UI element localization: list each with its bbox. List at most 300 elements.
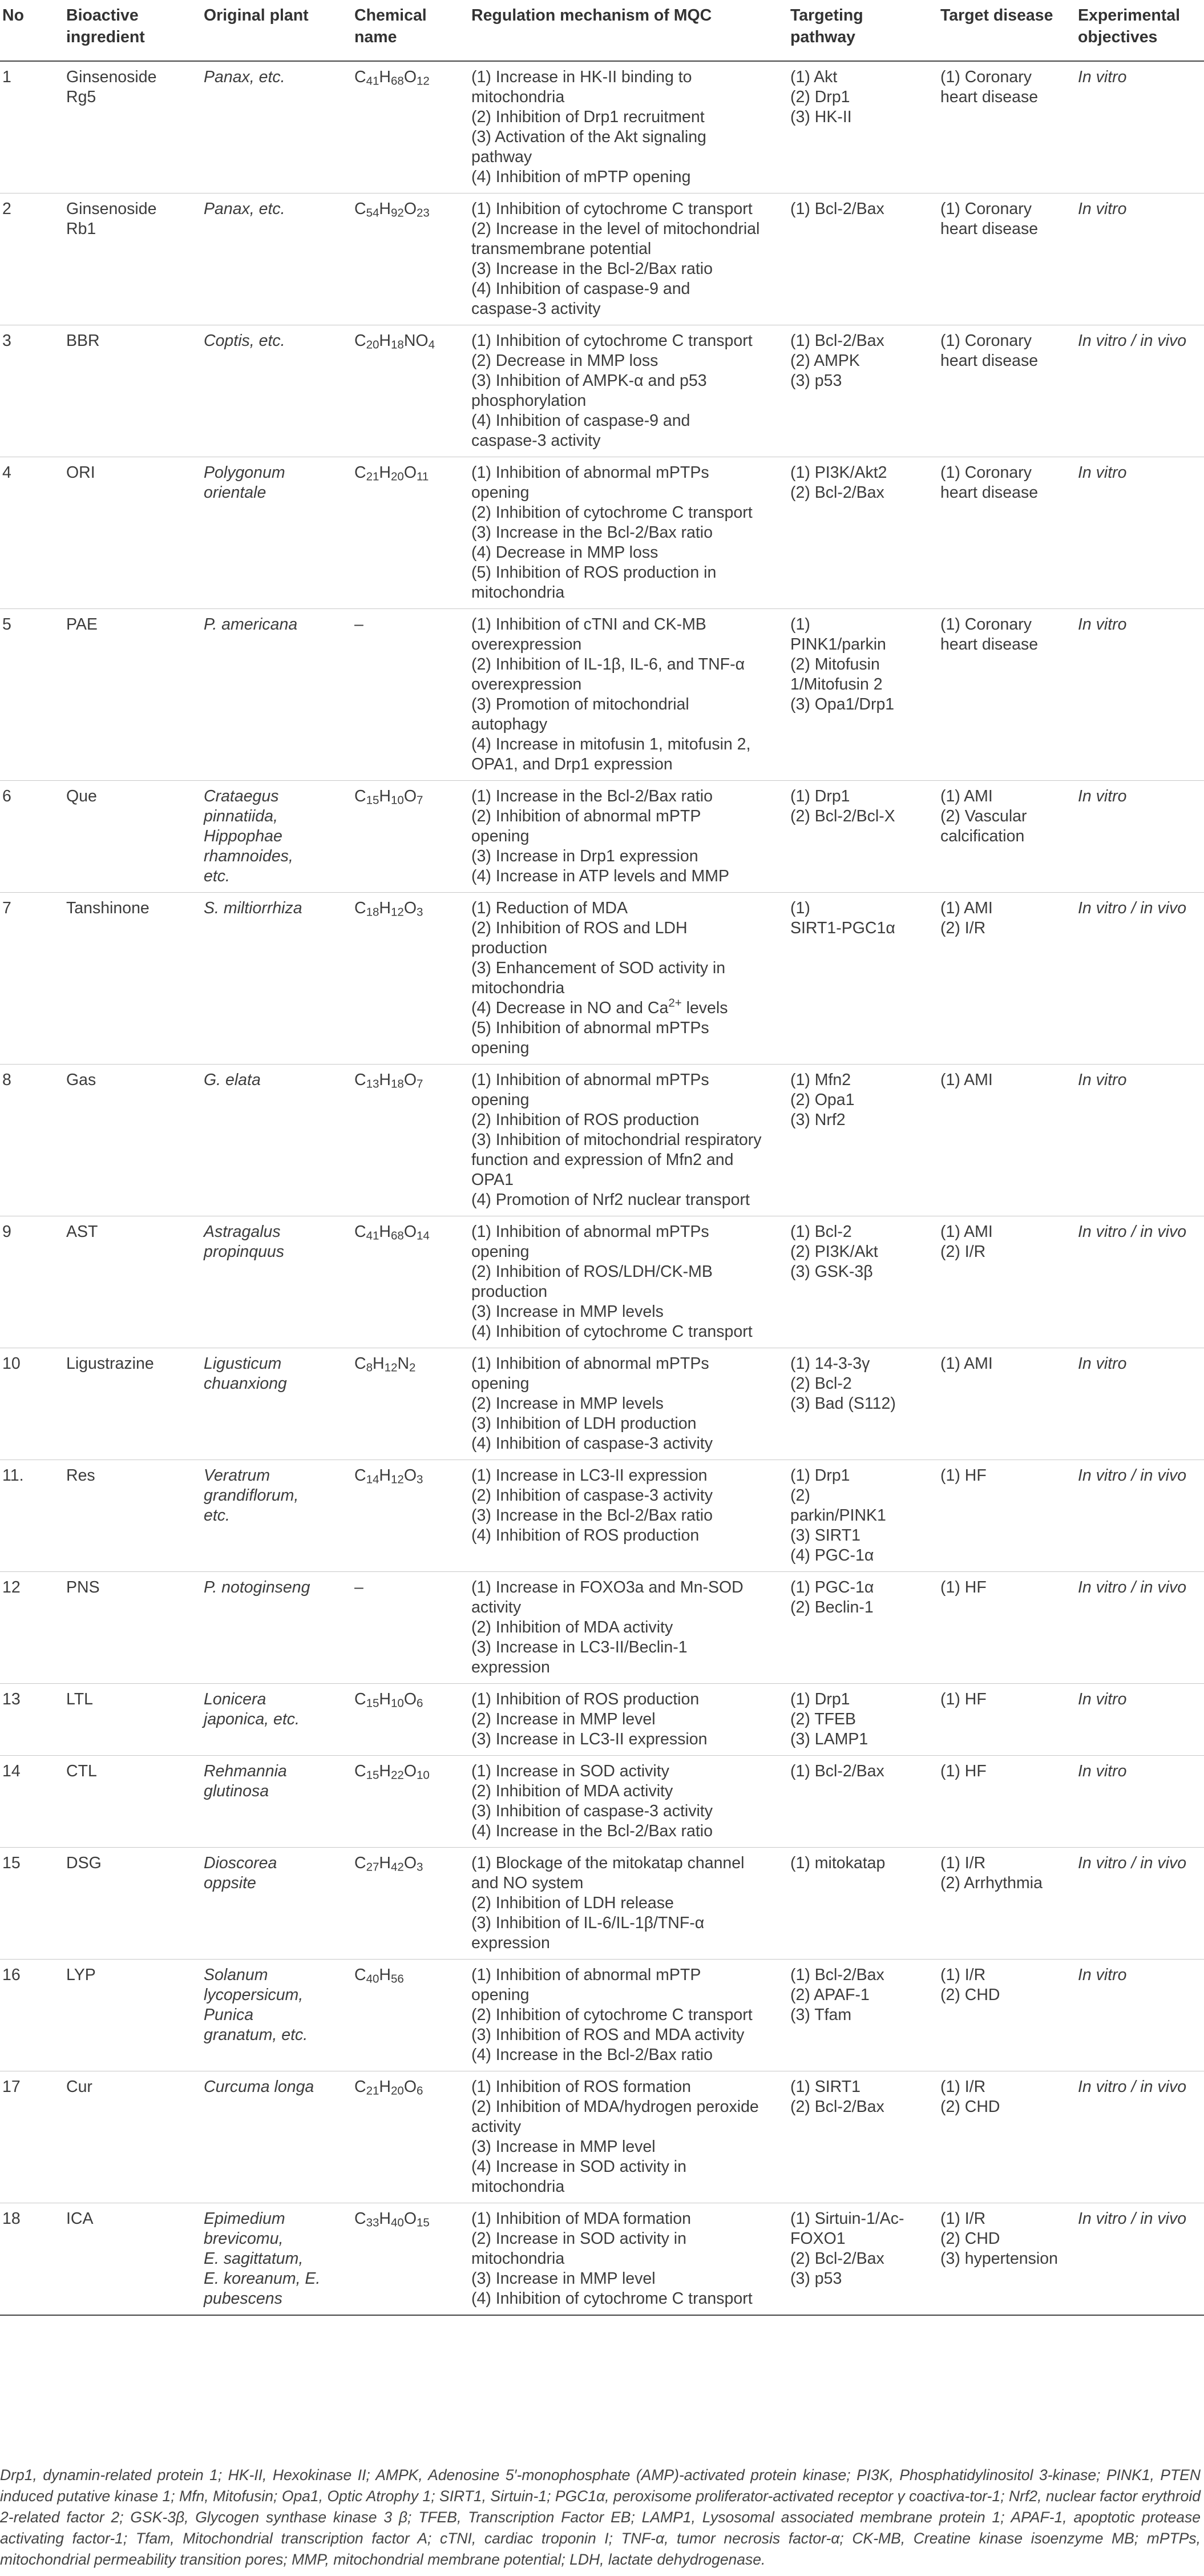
cell-pathway-line: (3) p53: [790, 2269, 842, 2288]
cell-disease-line: heart disease: [940, 483, 1039, 502]
cell-disease: [938, 457, 1076, 609]
cell-pathway-line: (3) Nrf2: [790, 1111, 846, 1129]
cell-chemical-formula: $C_{15}H_{10}O_6$: [352, 1684, 469, 1756]
cell-plant-line: orientale: [204, 483, 266, 502]
cell-no: 3: [0, 325, 64, 457]
cell-disease: [938, 1684, 1076, 1756]
cell-chemical-formula: $C_{18}H_{12}O_3$: [352, 893, 469, 1065]
cell-chemical-formula: $C_{21}H_{20}O_6$: [352, 2071, 469, 2203]
cell-plant-line: lycopersicum,: [204, 1986, 304, 2004]
cell-objective: In vitro: [1076, 193, 1204, 325]
cell-chemical-formula: –: [352, 1572, 469, 1684]
cell-mechanism-line: autophagy: [471, 715, 548, 733]
table-row: [0, 781, 1204, 893]
cell-pathway-line: (3) LAMP1: [790, 1730, 868, 1748]
cell-mechanism-line: pathway: [471, 148, 532, 166]
cell-pathway-line: (2) APAF-1: [790, 1986, 870, 2004]
cell-ingredient-line: Ligustrazine: [66, 1354, 154, 1373]
cell-ingredient-line: PAE: [66, 615, 98, 634]
cell-plant-line: E. koreanum, E.: [204, 2269, 321, 2288]
cell-mechanism-line: (3) Activation of the Akt signaling: [471, 128, 706, 146]
cell-plant: [201, 1684, 352, 1756]
cell-disease: [938, 1348, 1076, 1460]
cell-mechanism-line: (3) Increase in the Bcl-2/Bax ratio: [471, 523, 713, 542]
cell-mechanism: [469, 1684, 788, 1756]
cell-plant-line: E. sagittatum,: [204, 2250, 304, 2268]
cell-disease: [938, 1572, 1076, 1684]
cell-pathway-line: (1) 14-3-3γ: [790, 1354, 870, 1373]
cell-disease-line: heart disease: [940, 220, 1039, 238]
cell-chemical-formula: $C_{27}H_{42}O_3$: [352, 1848, 469, 1960]
cell-chemical-formula: $C_{41}H_{68}O_{12}$: [352, 61, 469, 193]
header-plant: Original plant: [201, 2, 352, 61]
cell-mechanism-line: opening: [471, 483, 530, 502]
header-mechanism: Regulation mechanism of MQC: [469, 2, 788, 61]
cell-objective: In vitro / in vivo: [1076, 1460, 1204, 1572]
cell-mechanism-line: (1) Inhibition of abnormal mPTPs: [471, 1223, 709, 1241]
cell-mechanism-line: (3) Inhibition of ROS and MDA activity: [471, 2026, 745, 2044]
cell-plant-line: P. notoginseng: [204, 1578, 310, 1597]
cell-objective: In vitro: [1076, 1348, 1204, 1460]
cell-mechanism-line: (5) Inhibition of abnormal mPTPs: [471, 1019, 709, 1037]
cell-disease-line: (1) Coronary: [940, 615, 1032, 634]
cell-mechanism: [469, 1216, 788, 1348]
cell-mechanism-line: (2) Increase in MMP level: [471, 1710, 656, 1728]
cell-mechanism-line: (4) Increase in mitofusin 1, mitofusin 2,: [471, 735, 751, 753]
cell-mechanism-line: (2) Inhibition of cytochrome C transport: [471, 503, 753, 522]
cell-mechanism: [469, 1460, 788, 1572]
cell-mechanism-line: function and expression of Mfn2 and: [471, 1151, 734, 1169]
cell-mechanism-line: mitochondria: [471, 979, 565, 997]
cell-ingredient: [64, 193, 201, 325]
header-disease: Target disease: [938, 2, 1076, 61]
cell-ingredient-line: Tanshinone: [66, 899, 150, 917]
cell-plant-line: Punica: [204, 2006, 254, 2024]
cell-objective: In vitro: [1076, 1756, 1204, 1848]
cell-disease: [938, 893, 1076, 1065]
cell-plant-line: Panax, etc.: [204, 68, 285, 86]
cell-ingredient-line: DSG: [66, 1854, 102, 1872]
cell-plant: [201, 193, 352, 325]
cell-ingredient: [64, 457, 201, 609]
cell-ingredient-line: Rg5: [66, 88, 96, 106]
cell-plant: [201, 1348, 352, 1460]
cell-pathway-line: (2) Bcl-2: [790, 1374, 852, 1393]
cell-objective: In vitro / in vivo: [1076, 2203, 1204, 2316]
table-row: [0, 2071, 1204, 2203]
cell-disease-line: (1) AMI: [940, 1354, 993, 1373]
cell-ingredient: [64, 609, 201, 781]
cell-mechanism-line: (1) Inhibition of abnormal mPTPs: [471, 1354, 709, 1373]
cell-mechanism: [469, 781, 788, 893]
table-row: [0, 893, 1204, 1065]
cell-mechanism-line: OPA1: [471, 1171, 514, 1189]
cell-plant-line: chuanxiong: [204, 1374, 287, 1393]
cell-no: 7: [0, 893, 64, 1065]
cell-mechanism-line: (1) Inhibition of cytochrome C transport: [471, 200, 753, 218]
header-ingredient: Bioactive ingredient: [64, 2, 201, 61]
cell-disease-line: (1) HF: [940, 1690, 987, 1708]
cell-plant-line: Polygonum: [204, 463, 285, 482]
cell-pathway: [788, 609, 938, 781]
cell-disease-line: heart disease: [940, 88, 1039, 106]
cell-mechanism-line: (2) Inhibition of ROS/LDH/CK-MB: [471, 1263, 713, 1281]
header-objective: Experimental objectives: [1076, 2, 1204, 61]
cell-objective: In vitro / in vivo: [1076, 1572, 1204, 1684]
cell-pathway-line: (1) Bcl-2/Bax: [790, 1966, 884, 1984]
cell-mechanism-line: (4) Promotion of Nrf2 nuclear transport: [471, 1191, 750, 1209]
cell-disease-line: (2) CHD: [940, 1986, 1000, 2004]
cell-mechanism-line: mitochondria: [471, 88, 565, 106]
cell-no: 16: [0, 1960, 64, 2071]
cell-mechanism-line: (4) Inhibition of mPTP opening: [471, 168, 691, 186]
cell-mechanism-line: (1) Blockage of the mitokatap channel: [471, 1854, 745, 1872]
cell-plant: [201, 325, 352, 457]
cell-mechanism-line: (2) Inhibition of LDH release: [471, 1894, 674, 1912]
cell-plant: [201, 2203, 352, 2316]
cell-pathway: [788, 1216, 938, 1348]
cell-pathway-line: (1) Bcl-2/Bax: [790, 200, 884, 218]
cell-plant-line: Dioscorea: [204, 1854, 277, 1872]
cell-pathway: [788, 1848, 938, 1960]
cell-mechanism-line: (4) Increase in ATP levels and MMP: [471, 867, 729, 885]
cell-pathway-line: (1) SIRT1: [790, 2078, 861, 2096]
cell-objective: In vitro: [1076, 781, 1204, 893]
cell-mechanism-line: opening: [471, 1986, 530, 2004]
cell-mechanism-line: (1) Increase in FOXO3a and Mn-SOD: [471, 1578, 744, 1597]
cell-plant-line: Coptis, etc.: [204, 332, 285, 350]
cell-plant-line: Curcuma longa: [204, 2078, 314, 2096]
cell-objective: In vitro: [1076, 609, 1204, 781]
cell-mechanism-line: mitochondria: [471, 2250, 565, 2268]
cell-mechanism-line: (2) Decrease in MMP loss: [471, 352, 658, 370]
cell-plant-line: Epimedium: [204, 2210, 285, 2228]
cell-mechanism-line: (2) Inhibition of MDA/hydrogen peroxide: [471, 2098, 759, 2116]
cell-mechanism-line: (3) Increase in Drp1 expression: [471, 847, 698, 865]
cell-pathway-line: FOXO1: [790, 2230, 846, 2248]
table-row: [0, 193, 1204, 325]
cell-mechanism: [469, 457, 788, 609]
cell-mechanism: [469, 1065, 788, 1216]
cell-plant-line: S. miltiorrhiza: [204, 899, 302, 917]
cell-chemical-formula: –: [352, 609, 469, 781]
cell-mechanism-line: (3) Increase in MMP levels: [471, 1303, 664, 1321]
cell-no: 18: [0, 2203, 64, 2316]
cell-plant-line: pinnatiida,: [204, 807, 278, 825]
cell-no: 17: [0, 2071, 64, 2203]
cell-pathway-line: (1) PI3K/Akt2: [790, 463, 887, 482]
cell-pathway-line: PINK1/parkin: [790, 635, 886, 654]
cell-plant-line: glutinosa: [204, 1782, 269, 1800]
cell-pathway: [788, 193, 938, 325]
cell-pathway: [788, 1572, 938, 1684]
cell-mechanism-line: (4) Increase in SOD activity in: [471, 2158, 686, 2176]
cell-plant-line: grandiflorum,: [204, 1486, 299, 1505]
table-footnote: Drp1, dynamin-related protein 1; HK-II, Hexokinase II; AMPK, Adenosine 5′-monophosphate (AMP)-activated protein kinase; PI3K, Phosphatidylinositol 3-kinase; PINK1, PTEN induced putative kinase 1; Mfn, Mitofusin; Opa1, Optic Atrophy 1; SIRT1, Sirtuin-1; PGC1α, peroxisome proliferator-activated receptor γ coactiva-tor-1; Nrf2, nuclear factor erythroid 2-related factor 2; GSK-3β, Glycogen synthase kinase 3 β; TFEB, Transcription Factor EB; LAMP1, Lysosomal associated membrane protein 1; APAF-1, apoptotic protease activating factor-1; Tfam, Mitochondrial transcription factor A; cTNI, cardiac troponin I; TNF-α, tumor necrosis factor-α; CK-MB, Creatine kinase isoenzyme MB; mPTPs, mitochondrial permeability transition pores; MMP, mitochondrial membrane potential; LDH, lactate dehydrogenase.: [0, 2466, 1201, 2568]
cell-disease: [938, 61, 1076, 193]
cell-disease-line: (3) hypertension: [940, 2250, 1058, 2268]
cell-no: 12: [0, 1572, 64, 1684]
cell-disease-line: (1) HF: [940, 1466, 987, 1485]
cell-plant-line: Panax, etc.: [204, 200, 285, 218]
cell-plant: [201, 457, 352, 609]
table-header-row: [0, 2, 1204, 61]
cell-pathway-line: (1) Drp1: [790, 1690, 850, 1708]
cell-mechanism-line: (1) Inhibition of cytochrome C transport: [471, 332, 753, 350]
cell-pathway-line: 1/Mitofusin 2: [790, 675, 883, 694]
cell-pathway-line: (2): [790, 1486, 810, 1505]
cell-ingredient-line: LYP: [66, 1966, 96, 1984]
cell-chemical-formula: $C_{21}H_{20}O_{11}$: [352, 457, 469, 609]
cell-mechanism-line: (2) Inhibition of cytochrome C transport: [471, 2006, 753, 2024]
cell-pathway-line: (3) Opa1/Drp1: [790, 695, 895, 713]
cell-disease: [938, 781, 1076, 893]
table-row: [0, 1460, 1204, 1572]
cell-ingredient: [64, 1460, 201, 1572]
header-chemical: Chemical name: [352, 2, 469, 61]
cell-objective: In vitro: [1076, 1684, 1204, 1756]
cell-disease-line: calcification: [940, 827, 1025, 845]
cell-disease: [938, 1065, 1076, 1216]
cell-mechanism: [469, 1960, 788, 2071]
cell-mechanism-line: and NO system: [471, 1874, 584, 1892]
cell-mechanism-line: (4) Inhibition of cytochrome C transport: [471, 2289, 753, 2308]
cell-pathway-line: (2) Opa1: [790, 1091, 855, 1109]
cell-ingredient: [64, 1848, 201, 1960]
cell-objective: In vitro / in vivo: [1076, 893, 1204, 1065]
cell-disease: [938, 325, 1076, 457]
cell-pathway: [788, 325, 938, 457]
cell-mechanism-line: production: [471, 939, 548, 957]
cell-pathway-line: (1) mitokatap: [790, 1854, 886, 1872]
cell-pathway-line: (2) Bcl-2/Bax: [790, 483, 884, 502]
cell-mechanism-line: (2) Inhibition of ROS production: [471, 1111, 700, 1129]
cell-disease: [938, 1756, 1076, 1848]
cell-pathway: [788, 457, 938, 609]
cell-mechanism: [469, 1348, 788, 1460]
cell-chemical-formula: $C_8H_{12}N_2$: [352, 1348, 469, 1460]
cell-disease: [938, 193, 1076, 325]
cell-pathway-line: (2) AMPK: [790, 352, 860, 370]
cell-pathway: [788, 1756, 938, 1848]
cell-mechanism-line: mitochondria: [471, 583, 565, 602]
cell-pathway-line: (1) Bcl-2: [790, 1223, 852, 1241]
cell-pathway-line: (1) Drp1: [790, 787, 850, 805]
cell-disease: [938, 1460, 1076, 1572]
cell-plant: [201, 1756, 352, 1848]
cell-pathway: [788, 2071, 938, 2203]
cell-mechanism-line: (3) Increase in LC3-II expression: [471, 1730, 708, 1748]
cell-objective: In vitro: [1076, 457, 1204, 609]
cell-mechanism: [469, 2203, 788, 2316]
cell-mechanism-line: (4) Inhibition of caspase-9 and: [471, 412, 690, 430]
cell-plant-line: Solanum: [204, 1966, 268, 1984]
cell-pathway-line: (1): [790, 615, 810, 634]
table-row: [0, 457, 1204, 609]
cell-pathway-line: (2) Bcl-2/Bax: [790, 2098, 884, 2116]
cell-mechanism-line: (3) Increase in the Bcl-2/Bax ratio: [471, 1506, 713, 1525]
cell-mechanism-line: (2) Inhibition of abnormal mPTP: [471, 807, 701, 825]
cell-disease-line: (2) Arrhythmia: [940, 1874, 1043, 1892]
cell-plant: [201, 781, 352, 893]
cell-chemical-formula: $C_{54}H_{92}O_{23}$: [352, 193, 469, 325]
cell-pathway-line: (3) p53: [790, 372, 842, 390]
cell-disease: [938, 1960, 1076, 2071]
cell-mechanism-line: (2) Inhibition of ROS and LDH: [471, 919, 688, 937]
cell-pathway: [788, 61, 938, 193]
cell-chemical-formula: $C_{14}H_{12}O_3$: [352, 1460, 469, 1572]
cell-pathway-line: (2) TFEB: [790, 1710, 856, 1728]
cell-mechanism-line: (1) Increase in HK-II binding to: [471, 68, 692, 86]
cell-mechanism-line: (1) Inhibition of cTNI and CK-MB: [471, 615, 706, 634]
cell-pathway-line: (4) PGC-1α: [790, 1546, 874, 1565]
cell-mechanism-line: opening: [471, 1243, 530, 1261]
table-row: [0, 1348, 1204, 1460]
cell-ingredient: [64, 1572, 201, 1684]
cell-mechanism-line: (4) Inhibition of caspase-3 activity: [471, 1434, 713, 1453]
table-row: [0, 1065, 1204, 1216]
cell-plant-line: japonica, etc.: [204, 1710, 300, 1728]
cell-disease-line: (1) AMI: [940, 899, 993, 917]
cell-pathway-line: (2) Bcl-2/Bax: [790, 2250, 884, 2268]
cell-plant-line: Hippophae: [204, 827, 282, 845]
cell-plant: [201, 1960, 352, 2071]
cell-pathway-line: (1) Bcl-2/Bax: [790, 332, 884, 350]
cell-mechanism-line: (3) Increase in the Bcl-2/Bax ratio: [471, 260, 713, 278]
cell-plant: [201, 1065, 352, 1216]
cell-chemical-formula: $C_{13}H_{18}O_7$: [352, 1065, 469, 1216]
cell-plant: [201, 1572, 352, 1684]
cell-no: 1: [0, 61, 64, 193]
cell-plant: [201, 609, 352, 781]
cell-plant: [201, 61, 352, 193]
cell-plant-line: G. elata: [204, 1071, 261, 1089]
cell-ingredient: [64, 1065, 201, 1216]
cell-plant-line: brevicomu,: [204, 2230, 284, 2248]
cell-mechanism: [469, 325, 788, 457]
cell-pathway-line: (3) GSK-3β: [790, 1263, 873, 1281]
cell-mechanism-line: (1) Inhibition of abnormal mPTPs: [471, 463, 709, 482]
cell-no: 14: [0, 1756, 64, 1848]
cell-chemical-formula: $C_{41}H_{68}O_{14}$: [352, 1216, 469, 1348]
cell-objective: In vitro / in vivo: [1076, 1848, 1204, 1960]
cell-chemical-formula: $C_{15}H_{22}O_{10}$: [352, 1756, 469, 1848]
cell-pathway-line: (2) Drp1: [790, 88, 850, 106]
cell-ingredient-line: Cur: [66, 2078, 92, 2096]
cell-disease: [938, 2203, 1076, 2316]
cell-mechanism-line: caspase-3 activity: [471, 432, 601, 450]
cell-mechanism-line: opening: [471, 1374, 530, 1393]
cell-mechanism-line: (2) Inhibition of MDA activity: [471, 1618, 673, 1636]
cell-mechanism-line: opening: [471, 1091, 530, 1109]
cell-ingredient: [64, 1216, 201, 1348]
cell-mechanism-line: (4) Inhibition of ROS production: [471, 1526, 700, 1545]
cell-plant: [201, 2071, 352, 2203]
cell-disease-line: (1) AMI: [940, 1223, 993, 1241]
cell-no: 9: [0, 1216, 64, 1348]
cell-disease-line: (1) I/R: [940, 2210, 986, 2228]
cell-no: 10: [0, 1348, 64, 1460]
cell-plant-line: Veratrum: [204, 1466, 270, 1485]
cell-pathway-line: (2) PI3K/Akt: [790, 1243, 878, 1261]
cell-disease-line: (2) Vascular: [940, 807, 1027, 825]
cell-ingredient-line: BBR: [66, 332, 100, 350]
cell-pathway-line: (3) HK-II: [790, 108, 852, 126]
cell-ingredient: [64, 893, 201, 1065]
cell-pathway-line: (3) Tfam: [790, 2006, 852, 2024]
cell-pathway-line: (2) Beclin-1: [790, 1598, 874, 1616]
cell-mechanism-line: (2) Increase in MMP levels: [471, 1394, 664, 1413]
cell-mechanism: [469, 193, 788, 325]
cell-pathway-line: (3) Bad (S112): [790, 1394, 896, 1413]
cell-objective: In vitro / in vivo: [1076, 1216, 1204, 1348]
cell-mechanism-line: (1) Inhibition of MDA formation: [471, 2210, 691, 2228]
cell-disease-line: (2) CHD: [940, 2098, 1000, 2116]
cell-ingredient-line: AST: [66, 1223, 98, 1241]
cell-mechanism-line: (1) Inhibition of abnormal mPTP: [471, 1966, 701, 1984]
cell-mechanism-line: (4) Inhibition of cytochrome C transport: [471, 1323, 753, 1341]
cell-ingredient: [64, 1684, 201, 1756]
cell-mechanism-line: mitochondria: [471, 2178, 565, 2196]
cell-mechanism-line: phosphorylation: [471, 392, 587, 410]
cell-mechanism: [469, 2071, 788, 2203]
cell-pathway: [788, 1460, 938, 1572]
cell-pathway-line: SIRT1-PGC1α: [790, 919, 895, 937]
cell-ingredient: [64, 325, 201, 457]
cell-no: 8: [0, 1065, 64, 1216]
cell-pathway: [788, 1684, 938, 1756]
cell-disease: [938, 609, 1076, 781]
cell-mechanism-line: overexpression: [471, 635, 582, 654]
cell-mechanism-line: (3) Increase in MMP level: [471, 2269, 656, 2288]
cell-pathway-line: parkin/PINK1: [790, 1506, 886, 1525]
cell-no: 5: [0, 609, 64, 781]
cell-ingredient: [64, 1960, 201, 2071]
cell-mechanism-line: (4) Decrease in NO and $Ca^{2+}$ levels: [471, 996, 728, 1017]
cell-disease-line: (1) AMI: [940, 1071, 993, 1089]
cell-mechanism-line: (2) Increase in SOD activity in: [471, 2230, 686, 2248]
cell-ingredient-line: Gas: [66, 1071, 96, 1089]
cell-pathway: [788, 1065, 938, 1216]
cell-plant-line: granatum, etc.: [204, 2026, 308, 2044]
cell-pathway-line: (3) SIRT1: [790, 1526, 861, 1545]
cell-plant-line: Rehmannia: [204, 1762, 287, 1780]
cell-mechanism-line: (1) Increase in LC3-II expression: [471, 1466, 708, 1485]
cell-ingredient-line: PNS: [66, 1578, 100, 1597]
table-row: [0, 609, 1204, 781]
cell-mechanism-line: (3) Promotion of mitochondrial: [471, 695, 689, 713]
cell-plant: [201, 1460, 352, 1572]
cell-mechanism-line: (2) Inhibition of Drp1 recruitment: [471, 108, 705, 126]
cell-mechanism-line: (3) Increase in LC3-II/Beclin-1: [471, 1638, 688, 1656]
cell-mechanism-line: (3) Inhibition of mitochondrial respiratory: [471, 1131, 762, 1149]
cell-pathway: [788, 1960, 938, 2071]
table-row: [0, 325, 1204, 457]
cell-mechanism-line: (2) Increase in the level of mitochondrial: [471, 220, 760, 238]
cell-no: 15: [0, 1848, 64, 1960]
cell-plant-line: oppsite: [204, 1874, 256, 1892]
cell-mechanism-line: opening: [471, 827, 530, 845]
cell-plant-line: Ligusticum: [204, 1354, 282, 1373]
cell-ingredient: [64, 1348, 201, 1460]
cell-mechanism-line: (3) Increase in MMP level: [471, 2138, 656, 2156]
cell-no: 4: [0, 457, 64, 609]
cell-mechanism-line: (4) Increase in the Bcl-2/Bax ratio: [471, 1822, 713, 1840]
cell-no: 2: [0, 193, 64, 325]
cell-disease-line: (1) HF: [940, 1578, 987, 1597]
table-row: [0, 1756, 1204, 1848]
cell-mechanism-line: caspase-3 activity: [471, 300, 601, 318]
